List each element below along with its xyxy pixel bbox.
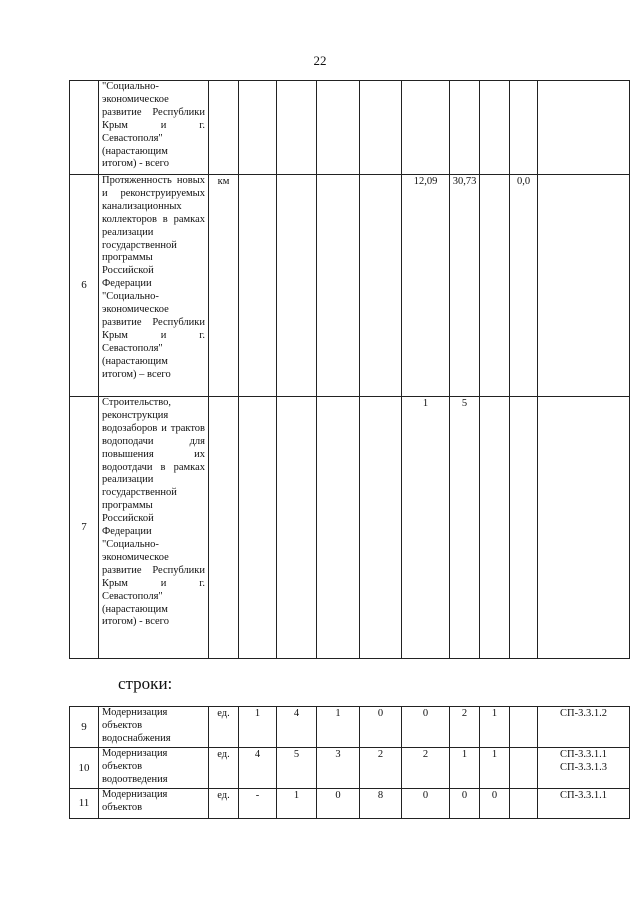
program-code: [538, 81, 630, 175]
empty-cell: [510, 748, 538, 789]
row-number: [70, 81, 99, 175]
value-cell: [317, 81, 360, 175]
value-cell: 5: [277, 748, 317, 789]
value-cell: [317, 397, 360, 659]
table-row: [70, 81, 630, 175]
program-code-line: СП-3.3.1.1: [560, 790, 607, 801]
empty-cell: [510, 789, 538, 819]
table-row: [70, 175, 630, 397]
unit-cell: ед.: [209, 707, 239, 748]
value-cell: 2: [450, 707, 480, 748]
program-code-line: СП-3.3.1.2: [560, 708, 607, 719]
value-cell: [317, 175, 360, 397]
value-cell: [450, 81, 480, 175]
value-cell: 5: [450, 397, 480, 659]
empty-cell: [510, 707, 538, 748]
row-number: 7: [70, 397, 99, 659]
row-number: 9: [70, 707, 99, 748]
unit-cell: ед.: [209, 748, 239, 789]
value-cell: 1: [402, 397, 450, 659]
value-cell: 8: [360, 789, 402, 819]
value-cell: -: [239, 789, 277, 819]
value-cell: [239, 175, 277, 397]
value-cell: 3: [317, 748, 360, 789]
program-code-line: СП-3.3.1.1: [560, 749, 607, 760]
value-cell: 1: [480, 748, 510, 789]
value-cell: [239, 397, 277, 659]
program-code-line: СП-3.3.1.3: [560, 761, 607, 773]
value-cell: 1: [450, 748, 480, 789]
indicator-name: Протяженность новых и реконструируемых канализационных коллекторов в рамках реализации государственной программы Российской Федерации "Социально-экономическое развитие Республики Крым и г. Севастополя" (нарастающим итогом) – всего: [99, 175, 209, 397]
value-cell: [480, 397, 510, 659]
value-cell: 4: [239, 748, 277, 789]
unit-cell: [209, 81, 239, 175]
table-row: [70, 707, 630, 748]
value-cell: 2: [402, 748, 450, 789]
value-cell: [480, 81, 510, 175]
program-code: [538, 748, 630, 789]
value-cell: [510, 81, 538, 175]
value-cell: 1: [480, 707, 510, 748]
value-cell: 0: [480, 789, 510, 819]
value-cell: [360, 397, 402, 659]
indicator-name: "Социально-экономическое развитие Республики Крым и г. Севастополя" (нарастающим итогом) - всего: [99, 81, 209, 175]
value-cell: [239, 81, 277, 175]
indicator-table-bottom: [69, 706, 630, 819]
table-row: [70, 789, 630, 819]
unit-cell: ед.: [209, 789, 239, 819]
value-cell: [277, 175, 317, 397]
value-cell: 1: [317, 707, 360, 748]
value-cell: [360, 81, 402, 175]
value-cell: 0: [317, 789, 360, 819]
indicator-name: Модернизация объектов: [99, 789, 209, 819]
table-row: [70, 748, 630, 789]
table-row: [70, 397, 630, 659]
value-cell: [402, 81, 450, 175]
value-cell: 0: [360, 707, 402, 748]
value-cell: 2: [360, 748, 402, 789]
program-code: [538, 175, 630, 397]
value-cell: [277, 81, 317, 175]
value-cell: [360, 175, 402, 397]
value-cell: 0,0: [510, 175, 538, 397]
indicator-name: Модернизация объектов водоснабжения: [99, 707, 209, 748]
value-cell: 4: [277, 707, 317, 748]
unit-cell: км: [209, 175, 239, 397]
value-cell: 1: [277, 789, 317, 819]
program-code: [538, 707, 630, 748]
value-cell: 12,09: [402, 175, 450, 397]
value-cell: 0: [402, 789, 450, 819]
value-cell: [480, 175, 510, 397]
indicator-table-top: [69, 80, 630, 659]
page-number: 22: [313, 53, 327, 68]
row-number: 11: [70, 789, 99, 819]
value-cell: [510, 397, 538, 659]
value-cell: 1: [239, 707, 277, 748]
unit-cell: [209, 397, 239, 659]
row-number: 6: [70, 175, 99, 397]
value-cell: 0: [402, 707, 450, 748]
indicator-name: Строительство, реконструкция водозаборов и трактов водоподачи для повышения их водоотдачи в рамках реализации государственной программы Российской Федерации "Социально-экономическое развитие Республики Крым и г. Севастополя" (нарастающим итогом) - всего: [99, 397, 209, 659]
section-heading: строки:: [118, 674, 173, 693]
value-cell: 0: [450, 789, 480, 819]
program-code: [538, 789, 630, 819]
value-cell: 30,73: [450, 175, 480, 397]
value-cell: [277, 397, 317, 659]
indicator-name: Модернизация объектов водоотведения: [99, 748, 209, 789]
row-number: 10: [70, 748, 99, 789]
program-code: [538, 397, 630, 659]
